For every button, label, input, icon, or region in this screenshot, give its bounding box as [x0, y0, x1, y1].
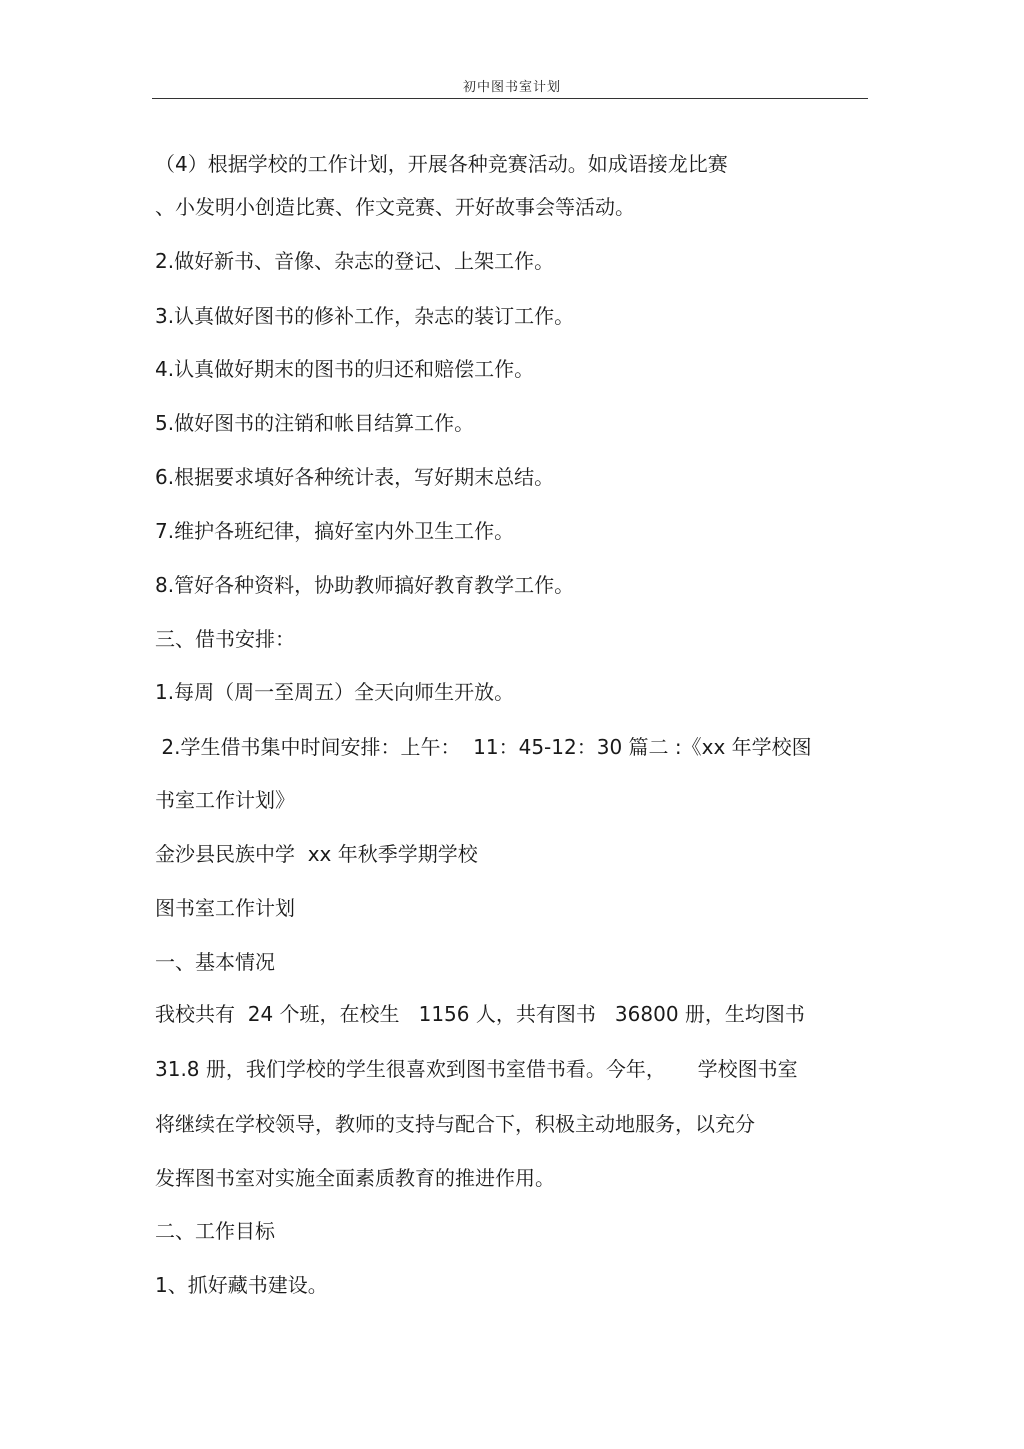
header-divider	[152, 98, 868, 99]
page-header: 初中图书室计划	[462, 80, 561, 95]
section-heading: 一、基本情况	[155, 950, 275, 974]
section-heading: 三、借书安排：	[155, 627, 295, 651]
list-item: 1.每周（周一至周五）全天向师生开放。	[155, 680, 515, 704]
list-item: 2.学生借书集中时间安排：上午： 11：45-12：30 篇二 :《xx 年学校图	[155, 735, 812, 759]
list-item: 3.认真做好图书的修补工作，杂志的装订工作。	[155, 304, 575, 328]
paragraph-line: 将继续在学校领导，教师的支持与配合下，积极主动地服务，以充分	[155, 1112, 755, 1136]
list-item: 8.管好各种资料，协助教师搞好教育教学工作。	[155, 573, 575, 597]
paragraph-line: （4）根据学校的工作计划，开展各种竞赛活动。如成语接龙比赛	[155, 152, 728, 176]
list-item: 4.认真做好期末的图书的归还和赔偿工作。	[155, 357, 535, 381]
document-subtitle: 金沙县民族中学 xx 年秋季学期学校	[155, 842, 478, 866]
paragraph-line: 我校共有 24 个班，在校生 1156 人，共有图书 36800 册，生均图书	[155, 1002, 805, 1026]
paragraph-line: 31.8 册，我们学校的学生很喜欢到图书室借书看。今年， 学校图书室	[155, 1057, 798, 1081]
paragraph-line: 书室工作计划》	[155, 788, 295, 812]
paragraph-line: 发挥图书室对实施全面素质教育的推进作用。	[155, 1166, 555, 1190]
list-item: 1、抓好藏书建设。	[155, 1273, 328, 1297]
document-title: 图书室工作计划	[155, 896, 295, 920]
section-heading: 二、工作目标	[155, 1219, 275, 1243]
paragraph-line: 、小发明小创造比赛、作文竞赛、开好故事会等活动。	[155, 195, 635, 219]
list-item: 5.做好图书的注销和帐目结算工作。	[155, 411, 475, 435]
list-item: 2.做好新书、音像、杂志的登记、上架工作。	[155, 249, 555, 273]
list-item: 7.维护各班纪律，搞好室内外卫生工作。	[155, 519, 515, 543]
list-item: 6.根据要求填好各种统计表，写好期末总结。	[155, 465, 555, 489]
